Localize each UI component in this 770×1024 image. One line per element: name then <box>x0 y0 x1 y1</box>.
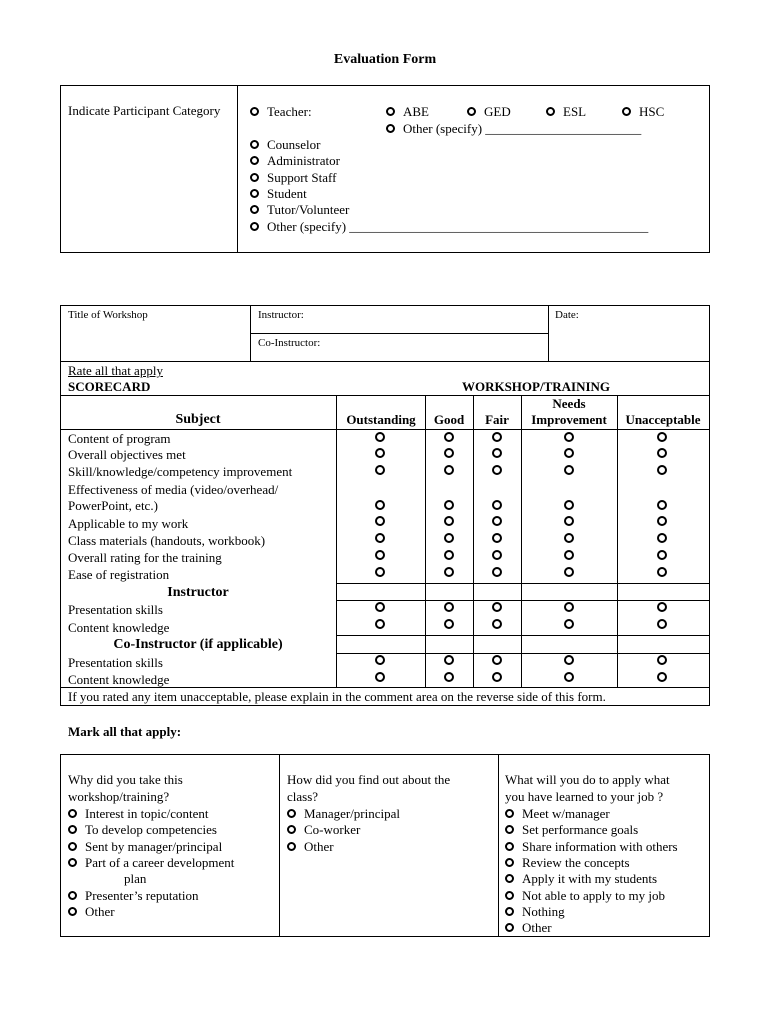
grid-h-instructor-end <box>336 600 710 601</box>
grid-v5 <box>617 395 618 687</box>
instructor-section-header: Instructor <box>167 585 229 600</box>
coinstructor-field[interactable]: Co-Instructor: <box>258 337 321 349</box>
radio-icon <box>287 825 296 834</box>
subject-row: PowerPoint, etc.) <box>68 498 158 513</box>
rating-radio[interactable] <box>444 655 454 665</box>
rating-radio[interactable] <box>444 567 454 577</box>
rating-radio[interactable] <box>375 465 385 475</box>
radio-icon <box>68 825 77 834</box>
rating-radio[interactable] <box>375 500 385 510</box>
radio-icon <box>505 891 514 900</box>
reason-option[interactable]: Presenter’s reputation <box>68 888 198 904</box>
col-outstanding: Outstanding <box>346 412 416 427</box>
subject-row: Overall objectives met <box>68 447 186 462</box>
workshop-title-field[interactable]: Title of Workshop <box>68 309 148 321</box>
radio-icon <box>505 842 514 851</box>
rating-radio[interactable] <box>444 533 454 543</box>
rating-radio[interactable] <box>375 533 385 543</box>
radio-icon <box>287 842 296 851</box>
apply-option[interactable]: Set performance goals <box>505 822 638 838</box>
radio-icon <box>505 809 514 818</box>
option-support-staff[interactable]: Support Staff <box>250 170 336 186</box>
rating-radio[interactable] <box>564 533 574 543</box>
radio-icon <box>505 858 514 867</box>
rating-radio[interactable] <box>375 550 385 560</box>
rating-radio[interactable] <box>492 672 502 682</box>
grid-h-instructor <box>336 583 710 584</box>
col-needs: Needs <box>552 396 586 411</box>
grid-v4 <box>521 395 522 687</box>
radio-icon <box>68 809 77 818</box>
participant-divider <box>237 85 238 253</box>
apply-option[interactable]: Not able to apply to my job <box>505 888 665 904</box>
rating-radio[interactable] <box>375 448 385 458</box>
rating-radio[interactable] <box>375 655 385 665</box>
radio-icon <box>505 825 514 834</box>
rating-radio[interactable] <box>657 465 667 475</box>
apply-option[interactable]: Review the concepts <box>505 855 630 871</box>
rating-radio[interactable] <box>492 567 502 577</box>
rating-radio[interactable] <box>444 448 454 458</box>
page-title: Evaluation Form <box>333 52 437 67</box>
radio-icon <box>505 874 514 883</box>
rating-radio[interactable] <box>657 567 667 577</box>
apply-option[interactable]: Meet w/manager <box>505 806 610 822</box>
rating-radio[interactable] <box>657 448 667 458</box>
col-good: Good <box>433 412 465 427</box>
radio-icon <box>68 891 77 900</box>
subject-header: Subject <box>175 412 221 427</box>
rating-radio[interactable] <box>492 465 502 475</box>
apply-option[interactable]: Apply it with my students <box>505 871 657 887</box>
rating-radio[interactable] <box>492 500 502 510</box>
rating-radio[interactable] <box>444 516 454 526</box>
grid-h-header <box>60 429 710 430</box>
rating-radio[interactable] <box>444 500 454 510</box>
instructor-divider <box>250 333 548 334</box>
coinstructor-row: Content knowledge <box>68 672 170 687</box>
col-fair: Fair <box>485 412 509 427</box>
rating-radio[interactable] <box>657 602 667 612</box>
radio-icon <box>250 140 259 149</box>
option-other[interactable]: Other (specify) ______________________________________________ <box>250 219 648 235</box>
apply-option[interactable]: Share information with others <box>505 839 678 855</box>
rating-radio[interactable] <box>492 602 502 612</box>
instructor-row: Presentation skills <box>68 602 163 617</box>
radio-icon <box>467 107 476 116</box>
source-option[interactable]: Manager/principal <box>287 806 400 822</box>
rating-radio[interactable] <box>657 655 667 665</box>
radio-icon <box>546 107 555 116</box>
radio-icon <box>250 173 259 182</box>
rating-radio[interactable] <box>492 432 502 442</box>
rating-radio[interactable] <box>657 516 667 526</box>
col3-question: you have learned to your job ? <box>505 789 664 804</box>
radio-icon <box>68 907 77 916</box>
grid-h-coinstr <box>336 635 710 636</box>
subject-row: Applicable to my work <box>68 516 189 531</box>
radio-icon <box>386 124 395 133</box>
col1-question: workshop/training? <box>68 789 170 804</box>
rating-radio[interactable] <box>492 550 502 560</box>
mark-divider-1 <box>279 754 280 937</box>
rating-radio[interactable] <box>657 672 667 682</box>
radio-icon <box>250 107 259 116</box>
workshop-divider-2 <box>548 305 549 361</box>
rating-radio[interactable] <box>375 602 385 612</box>
subject-row: Ease of registration <box>68 567 170 582</box>
col1-question: Why did you take this <box>68 772 183 787</box>
rating-radio[interactable] <box>657 550 667 560</box>
rating-radio[interactable] <box>375 432 385 442</box>
option-hsc[interactable]: HSC <box>622 104 664 120</box>
scorecard-label: SCORECARD <box>68 379 151 394</box>
col2-question: How did you find out about the <box>287 772 451 787</box>
rating-radio[interactable] <box>657 619 667 629</box>
option-abe[interactable]: ABE <box>386 104 429 120</box>
option-ged[interactable]: GED <box>467 104 511 120</box>
rating-radio[interactable] <box>444 602 454 612</box>
rating-radio[interactable] <box>492 448 502 458</box>
option-student[interactable]: Student <box>250 186 307 202</box>
reason-option[interactable]: Other <box>68 904 115 920</box>
radio-icon <box>250 222 259 231</box>
rate-label: Rate all that apply <box>68 363 163 378</box>
reason-option[interactable]: Sent by manager/principal <box>68 839 222 855</box>
coinstructor-section-header: Co-Instructor (if applicable) <box>113 637 283 652</box>
reason-option[interactable]: Part of a career development <box>68 855 234 871</box>
rating-radio[interactable] <box>657 432 667 442</box>
date-field[interactable]: Date: <box>555 309 579 321</box>
rating-radio[interactable] <box>375 672 385 682</box>
rating-radio[interactable] <box>375 567 385 577</box>
rating-radio[interactable] <box>492 533 502 543</box>
radio-icon <box>386 107 395 116</box>
col-unacceptable: Unacceptable <box>625 412 701 427</box>
coinstructor-row: Presentation skills <box>68 655 163 670</box>
grid-h-coinstr-end <box>336 653 710 654</box>
option-sub-other[interactable]: Other (specify) ________________________ <box>386 121 641 137</box>
rating-radio[interactable] <box>444 619 454 629</box>
radio-icon <box>250 205 259 214</box>
source-option[interactable]: Other <box>287 839 334 855</box>
source-option[interactable]: Co-worker <box>287 822 360 838</box>
rating-radio[interactable] <box>564 567 574 577</box>
rating-radio[interactable] <box>564 465 574 475</box>
rating-radio[interactable] <box>564 619 574 629</box>
scorecard-footer-note: If you rated any item unacceptable, please explain in the comment area on the reverse side of this form. <box>68 689 606 704</box>
col-improvement: Improvement <box>531 412 607 427</box>
subject-row: Class materials (handouts, workbook) <box>68 533 266 548</box>
option-esl[interactable]: ESL <box>546 104 586 120</box>
reason-option-continued: plan <box>124 871 147 886</box>
subject-row: Content of program <box>68 431 171 446</box>
grid-v1 <box>336 395 337 687</box>
instructor-row: Content knowledge <box>68 620 170 635</box>
subject-row: Overall rating for the training <box>68 550 222 565</box>
subject-row: Skill/knowledge/competency improvement <box>68 464 293 479</box>
radio-icon <box>505 923 514 932</box>
radio-icon <box>622 107 631 116</box>
rating-radio[interactable] <box>444 465 454 475</box>
rating-radio[interactable] <box>564 432 574 442</box>
rating-radio[interactable] <box>492 655 502 665</box>
rating-radio[interactable] <box>564 550 574 560</box>
rating-radio[interactable] <box>444 550 454 560</box>
participant-label: Indicate Participant Category <box>68 103 221 118</box>
rating-radio[interactable] <box>564 516 574 526</box>
mark-divider-2 <box>498 754 499 937</box>
workshop-training-label: WORKSHOP/TRAINING <box>461 379 611 394</box>
option-administrator[interactable]: Administrator <box>250 153 340 169</box>
apply-option[interactable]: Other <box>505 920 552 936</box>
reason-option[interactable]: To develop competencies <box>68 822 217 838</box>
rating-radio[interactable] <box>564 448 574 458</box>
rating-radio[interactable] <box>657 500 667 510</box>
radio-icon <box>250 156 259 165</box>
rating-radio[interactable] <box>375 619 385 629</box>
radio-icon <box>68 842 77 851</box>
reason-option[interactable]: Interest in topic/content <box>68 806 208 822</box>
rating-radio[interactable] <box>444 672 454 682</box>
radio-icon <box>250 189 259 198</box>
grid-v2 <box>425 395 426 687</box>
rating-radio[interactable] <box>492 619 502 629</box>
radio-icon <box>287 809 296 818</box>
workshop-bottom <box>60 361 710 362</box>
rating-radio[interactable] <box>564 672 574 682</box>
option-tutor[interactable]: Tutor/Volunteer <box>250 202 349 218</box>
rating-radio[interactable] <box>564 500 574 510</box>
rating-radio[interactable] <box>375 516 385 526</box>
subject-row: Effectiveness of media (video/overhead/ <box>68 482 279 497</box>
option-counselor[interactable]: Counselor <box>250 137 320 153</box>
col3-question: What will you do to apply what <box>505 772 670 787</box>
col2-question: class? <box>287 789 319 804</box>
grid-v3 <box>473 395 474 687</box>
radio-icon <box>68 858 77 867</box>
radio-icon <box>505 907 514 916</box>
rating-radio[interactable] <box>564 655 574 665</box>
apply-option[interactable]: Nothing <box>505 904 565 920</box>
mark-label: Mark all that apply: <box>68 724 182 739</box>
rating-radio[interactable] <box>444 432 454 442</box>
option-teacher[interactable]: Teacher: <box>250 104 312 120</box>
rating-radio[interactable] <box>657 533 667 543</box>
rating-radio[interactable] <box>564 602 574 612</box>
rating-radio[interactable] <box>492 516 502 526</box>
instructor-field[interactable]: Instructor: <box>258 309 304 321</box>
